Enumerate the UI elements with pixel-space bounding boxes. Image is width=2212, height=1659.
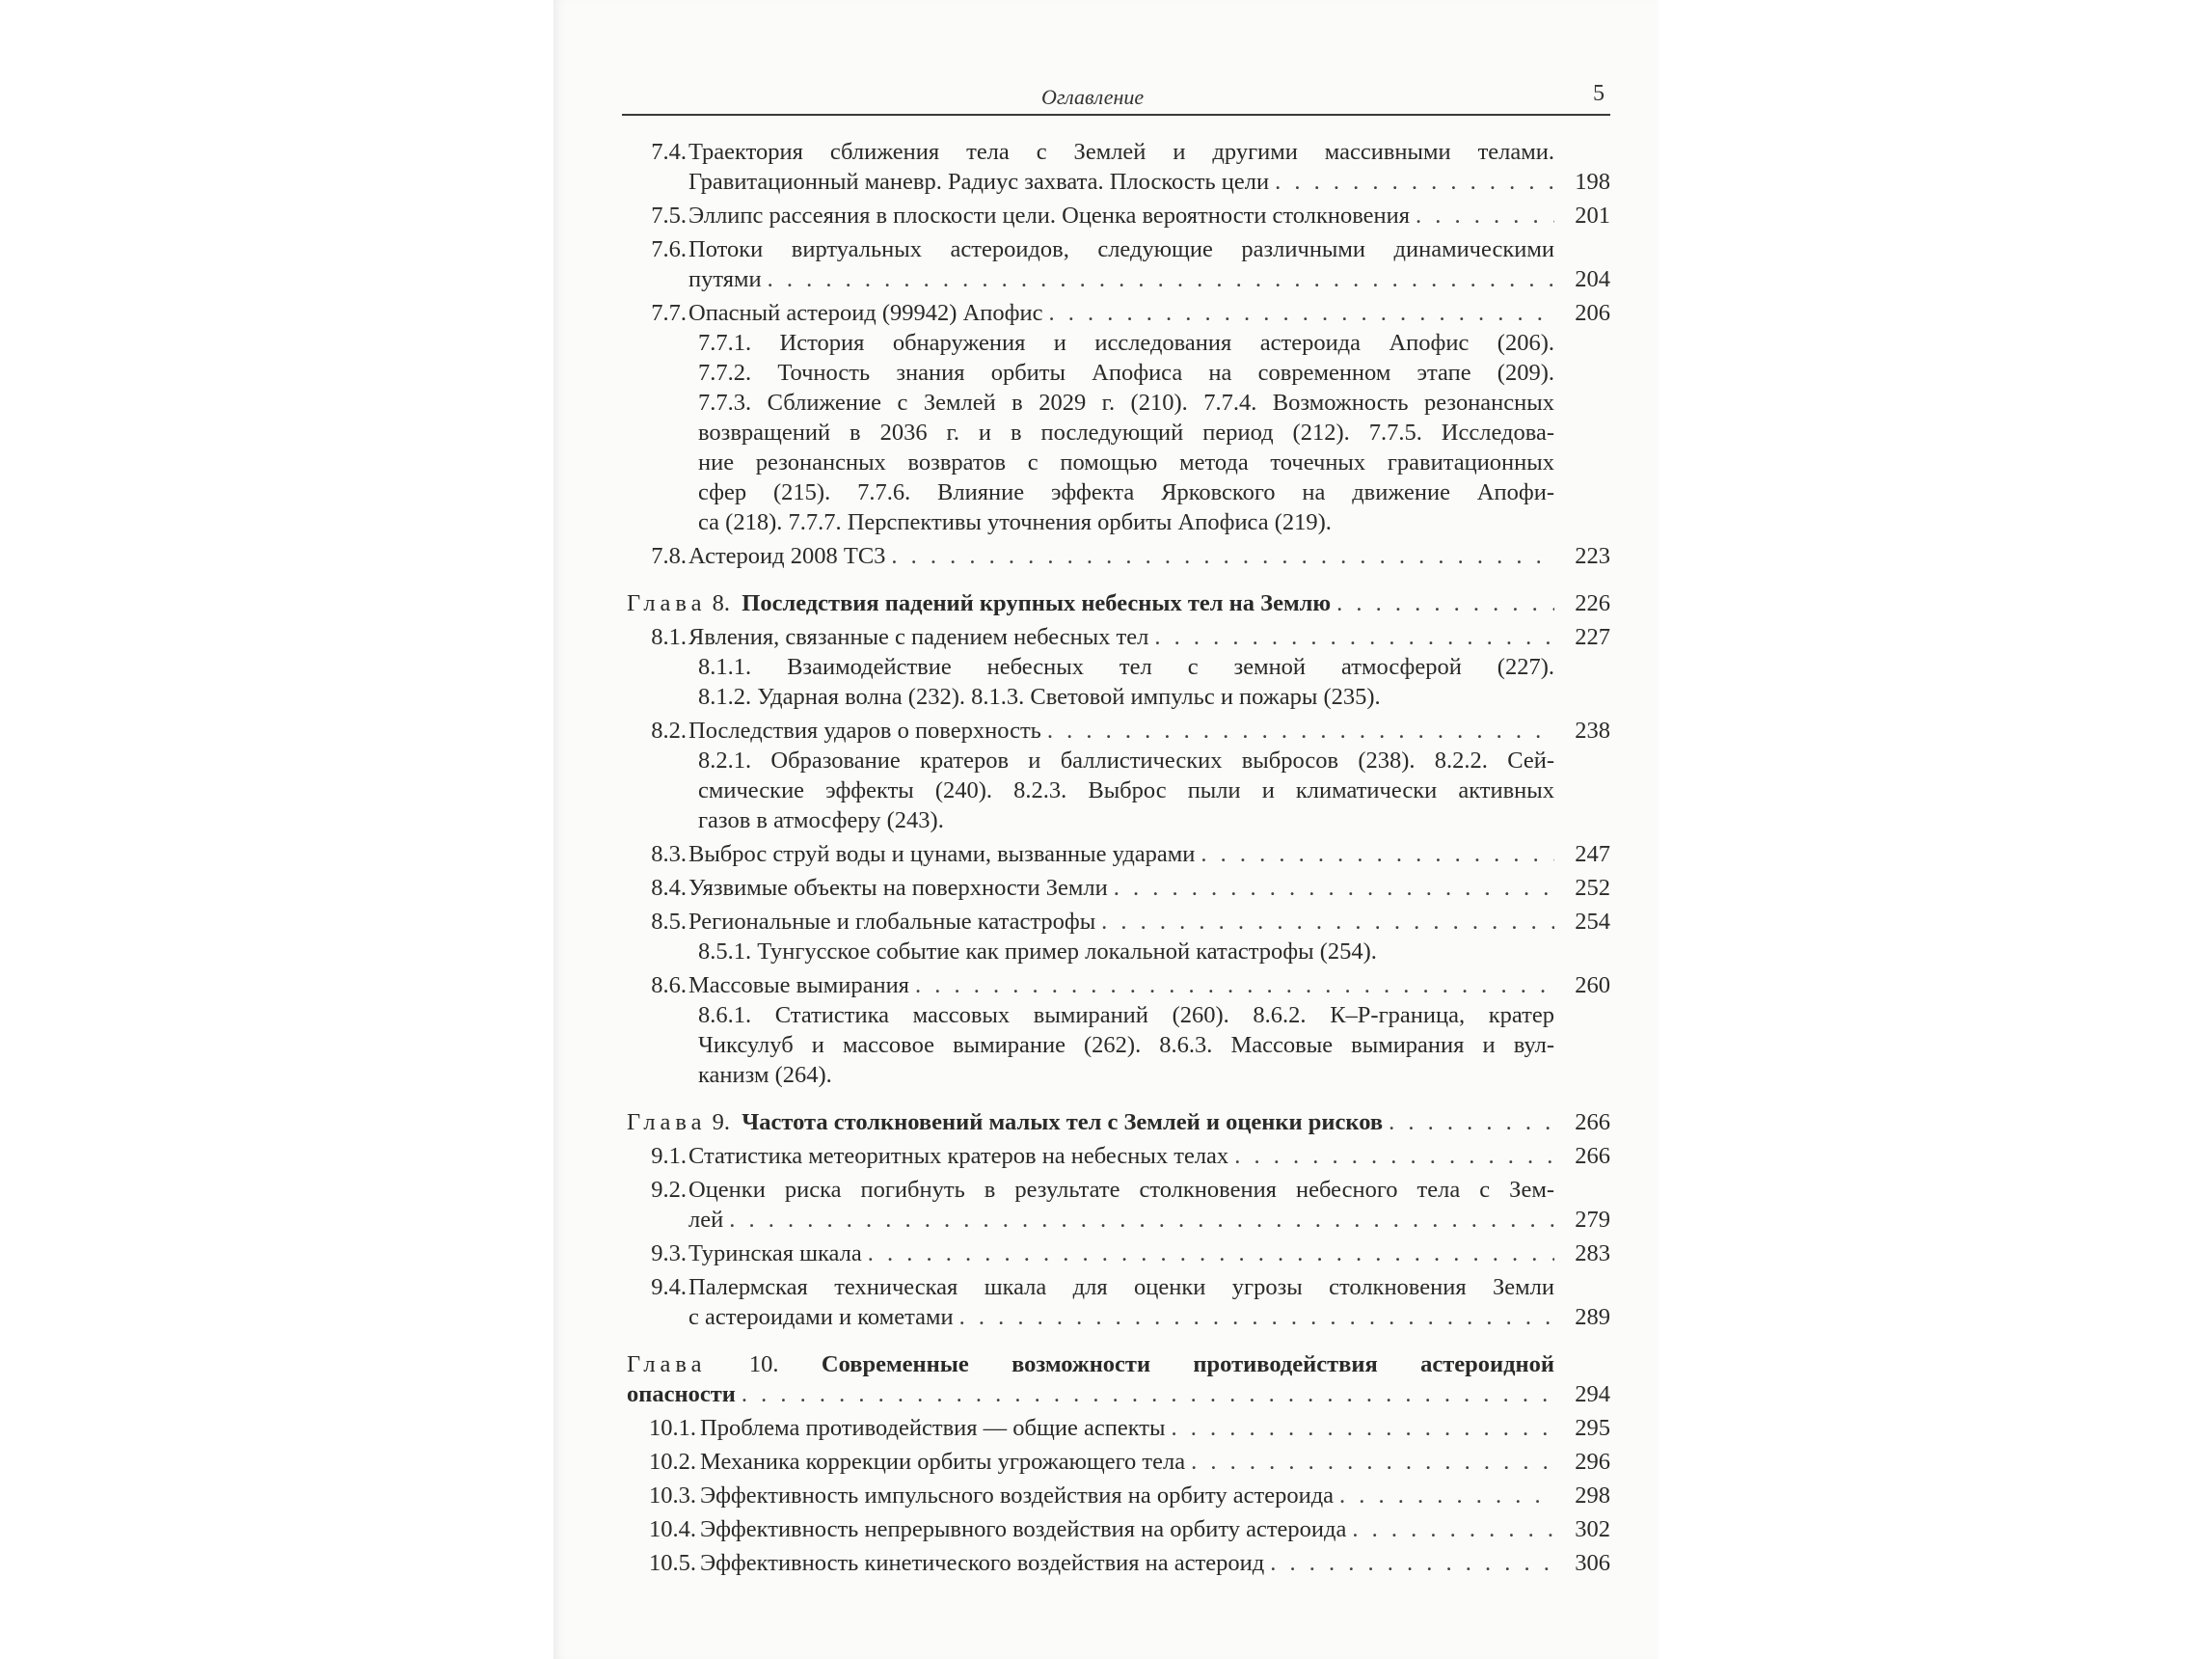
- leader-dots: [1416, 201, 1554, 231]
- subsection-line: 7.7.1. История обнаружения и исследования астероида Апофис (206).: [698, 330, 1554, 356]
- subsection-line: сфер (215). 7.7.6. Влияние эффекта Ярковского на движение Апофи-: [698, 479, 1554, 505]
- entry-number: 10.5.: [649, 1550, 696, 1576]
- leader-dots: [742, 1379, 1554, 1409]
- entry-title: Эффективность кинетического воздействия на астероид: [700, 1550, 1265, 1576]
- entry-number: 10.3.: [649, 1482, 696, 1509]
- entry-page: 252: [1575, 875, 1610, 901]
- chapter-title-line: опасности: [627, 1381, 736, 1407]
- entry-title-line: Палермская техническая шкала для оценки угрозы столкновения Земли: [688, 1274, 1554, 1300]
- entry-page: 296: [1575, 1449, 1610, 1475]
- entry-page: 289: [1575, 1304, 1610, 1330]
- entry-title-line: Траектория сближения тела с Землей и другими массивными телами.: [688, 139, 1554, 165]
- entry-title: Массовые вымирания: [688, 972, 909, 998]
- subsection-line: Чиксулуб и массовое вымирание (262). 8.6.3. Массовые вымирания и вул-: [698, 1032, 1554, 1058]
- chapter-word: Глава: [627, 1351, 707, 1377]
- entry-number: 7.7.: [651, 300, 687, 326]
- toc-chapter-9: [627, 1107, 1610, 1137]
- subsection-list: [698, 937, 1554, 966]
- leader-dots: [1154, 622, 1554, 652]
- leader-dots: [1114, 873, 1554, 903]
- entry-page: 295: [1575, 1415, 1610, 1441]
- leader-dots: [1049, 298, 1555, 328]
- entry-page: 298: [1575, 1482, 1610, 1509]
- toc-entry-10-2: [627, 1447, 1610, 1477]
- toc-entry-9-1: [627, 1141, 1610, 1171]
- entry-number: 8.5.: [651, 909, 687, 935]
- subsection-list: [698, 1000, 1554, 1090]
- entry-number: 10.1.: [649, 1415, 696, 1441]
- leader-dots: [915, 970, 1554, 1000]
- entry-number: 7.5.: [651, 203, 687, 229]
- entry-page: 206: [1575, 300, 1610, 326]
- toc-entry-7-7: [627, 298, 1610, 328]
- entry-number: 8.6.: [651, 972, 687, 998]
- table-of-contents: [627, 133, 1610, 1578]
- entry-page: 266: [1575, 1143, 1610, 1169]
- toc-entry-10-3: [627, 1481, 1610, 1510]
- entry-page: 279: [1575, 1207, 1610, 1233]
- entry-page: 223: [1575, 543, 1610, 569]
- subsection-line: канизм (264).: [698, 1062, 832, 1088]
- leader-dots: [1336, 588, 1554, 618]
- leader-dots: [1389, 1107, 1554, 1137]
- entry-page: 302: [1575, 1516, 1610, 1542]
- toc-entry-7-5: [627, 201, 1610, 231]
- leader-dots: [868, 1238, 1554, 1268]
- toc-entry-8-1: [627, 622, 1610, 652]
- toc-entry-8-2: [627, 716, 1610, 746]
- entry-number: 9.4.: [651, 1274, 687, 1300]
- subsection-list: [698, 328, 1554, 537]
- entry-title-line: путями: [688, 266, 762, 292]
- entry-title: Последствия ударов о поверхность: [688, 718, 1041, 744]
- entry-title: Астероид 2008 TC3: [688, 543, 886, 569]
- subsection-line: 8.2.1. Образование кратеров и баллистических выбросов (238). 8.2.2. Сей-: [698, 748, 1554, 774]
- entry-title: Опасный астероид (99942) Апофис: [688, 300, 1043, 326]
- entry-number: 10.2.: [649, 1449, 696, 1475]
- entry-page: 198: [1575, 169, 1610, 195]
- entry-page: 247: [1575, 841, 1610, 867]
- subsection-line: 8.6.1. Статистика массовых вымираний (260). 8.6.2. К–Р-граница, кратер: [698, 1002, 1554, 1028]
- entry-title-line: лей: [688, 1207, 724, 1233]
- leader-dots: [891, 541, 1554, 571]
- page-number: 5: [1593, 81, 1605, 106]
- toc-entry-10-5: [627, 1548, 1610, 1578]
- toc-entry-7-6: [627, 234, 1610, 294]
- entry-number: 7.6.: [651, 236, 687, 262]
- toc-entry-9-4: [627, 1272, 1610, 1332]
- entry-title: Эффективность импульсного воздействия на орбиту астероида: [700, 1482, 1335, 1509]
- subsection-line: 8.1.2. Ударная волна (232). 8.1.3. Световой импульс и пожары (235).: [698, 684, 1381, 710]
- toc-entry-9-2: [627, 1175, 1610, 1235]
- entry-title: Механика коррекции орбиты угрожающего тела: [700, 1449, 1186, 1475]
- toc-entry-8-4: [627, 873, 1610, 903]
- entry-number: 8.4.: [651, 875, 687, 901]
- entry-page: 260: [1575, 972, 1610, 998]
- subsection-line: 7.7.2. Точность знания орбиты Апофиса на современном этапе (209).: [698, 360, 1554, 386]
- entry-title-line: Оценки риска погибнуть в результате столкновения небесного тела с Зем-: [688, 1177, 1554, 1203]
- entry-number: 8.1.: [651, 624, 687, 650]
- entry-title-line: Гравитационный маневр. Радиус захвата. Плоскость цели: [688, 169, 1270, 195]
- running-header: [622, 77, 1610, 116]
- entry-number: 8.2.: [651, 718, 687, 744]
- leader-dots: [729, 1205, 1554, 1235]
- entry-number: 8.3.: [651, 841, 687, 867]
- entry-page: 254: [1575, 909, 1610, 935]
- entry-number: 10.4.: [649, 1516, 696, 1542]
- leader-dots: [1047, 716, 1554, 746]
- toc-entry-7-4: [627, 137, 1610, 197]
- leader-dots: [1352, 1514, 1554, 1544]
- toc-entry-8-3: [627, 839, 1610, 869]
- entry-page: 201: [1575, 203, 1610, 229]
- entry-page: 227: [1575, 624, 1610, 650]
- toc-entry-10-4: [627, 1514, 1610, 1544]
- entry-title: Проблема противодействия — общие аспекты: [700, 1415, 1166, 1441]
- subsection-line: ние резонансных возвратов с помощью метода точечных гравитационных: [698, 449, 1554, 476]
- entry-page: 238: [1575, 718, 1610, 744]
- subsection-line: 8.5.1. Тунгусское событие как пример локальной катастрофы (254).: [698, 938, 1377, 965]
- chapter-number: 9.: [712, 1109, 731, 1135]
- toc-entry-8-6: [627, 970, 1610, 1000]
- entry-page: 283: [1575, 1240, 1610, 1266]
- chapter-title: Последствия падений крупных небесных тел на Землю: [742, 590, 1332, 616]
- chapter-word: Глава: [627, 1109, 707, 1135]
- subsection-line: 8.1.1. Взаимодействие небесных тел с земной атмосферой (227).: [698, 654, 1554, 680]
- entry-number: 9.3.: [651, 1240, 687, 1266]
- entry-title: Эффективность непрерывного воздействия на орбиту астероида: [700, 1516, 1347, 1542]
- toc-entry-9-3: [627, 1238, 1610, 1268]
- leader-dots: [959, 1302, 1554, 1332]
- chapter-title-line: Современные возможности противодействия астероидной: [821, 1351, 1555, 1377]
- entry-title: Статистика метеоритных кратеров на небесных телах: [688, 1143, 1229, 1169]
- chapter-word: Глава: [627, 590, 707, 616]
- leader-dots: [1339, 1481, 1554, 1510]
- leader-dots: [1200, 839, 1554, 869]
- entry-title: Эллипс рассеяния в плоскости цели. Оценка вероятности столкновения: [688, 203, 1411, 229]
- subsection-list: [698, 652, 1554, 712]
- header-title: Оглавление: [1041, 85, 1145, 109]
- leader-dots: [1101, 907, 1554, 937]
- toc-chapter-8: [627, 588, 1610, 618]
- entry-title: Уязвимые объекты на поверхности Земли: [688, 875, 1108, 901]
- chapter-title: Частота столкновений малых тел с Землей и оценки рисков: [742, 1109, 1384, 1135]
- entry-number: 7.4.: [651, 139, 687, 165]
- chapter-page: 266: [1575, 1109, 1610, 1135]
- entry-title: Выброс струй воды и цунами, вызванные ударами: [688, 841, 1196, 867]
- entry-title: Туринская шкала: [688, 1240, 862, 1266]
- chapter-page: 294: [1575, 1381, 1610, 1407]
- entry-title-line: Потоки виртуальных астероидов, следующие различными динамическими: [688, 236, 1554, 262]
- subsection-line: смические эффекты (240). 8.2.3. Выброс пыли и климатически активных: [698, 777, 1554, 803]
- subsection-list: [698, 746, 1554, 835]
- entry-page: 204: [1575, 266, 1610, 292]
- chapter-number: 10.: [748, 1351, 779, 1377]
- leader-dots: [1270, 1548, 1554, 1578]
- entry-number: 7.8.: [651, 543, 687, 569]
- leader-dots: [768, 264, 1554, 294]
- leader-dots: [1191, 1447, 1554, 1477]
- toc-entry-7-8: [627, 541, 1610, 571]
- entry-number: 9.1.: [651, 1143, 687, 1169]
- toc-entry-10-1: [627, 1413, 1610, 1443]
- subsection-line: газов в атмосферу (243).: [698, 807, 944, 833]
- entry-page: 306: [1575, 1550, 1610, 1576]
- leader-dots: [1275, 167, 1554, 197]
- entry-number: 9.2.: [651, 1177, 687, 1203]
- entry-title: Региональные и глобальные катастрофы: [688, 909, 1096, 935]
- subsection-line: 7.7.3. Сближение с Землей в 2029 г. (210). 7.7.4. Возможность резонансных: [698, 390, 1554, 416]
- leader-dots: [1171, 1413, 1554, 1443]
- toc-chapter-10: [627, 1349, 1610, 1409]
- chapter-page: 226: [1575, 590, 1610, 616]
- subsection-line: са (218). 7.7.7. Перспективы уточнения орбиты Апофиса (219).: [698, 509, 1332, 535]
- chapter-number: 8.: [712, 590, 731, 616]
- subsection-line: возвращений в 2036 г. и в последующий период (212). 7.7.5. Исследова-: [698, 420, 1554, 446]
- leader-dots: [1234, 1141, 1554, 1171]
- toc-entry-8-5: [627, 907, 1610, 937]
- entry-title: Явления, связанные с падением небесных тел: [688, 624, 1149, 650]
- entry-title-line: с астероидами и кометами: [688, 1304, 954, 1330]
